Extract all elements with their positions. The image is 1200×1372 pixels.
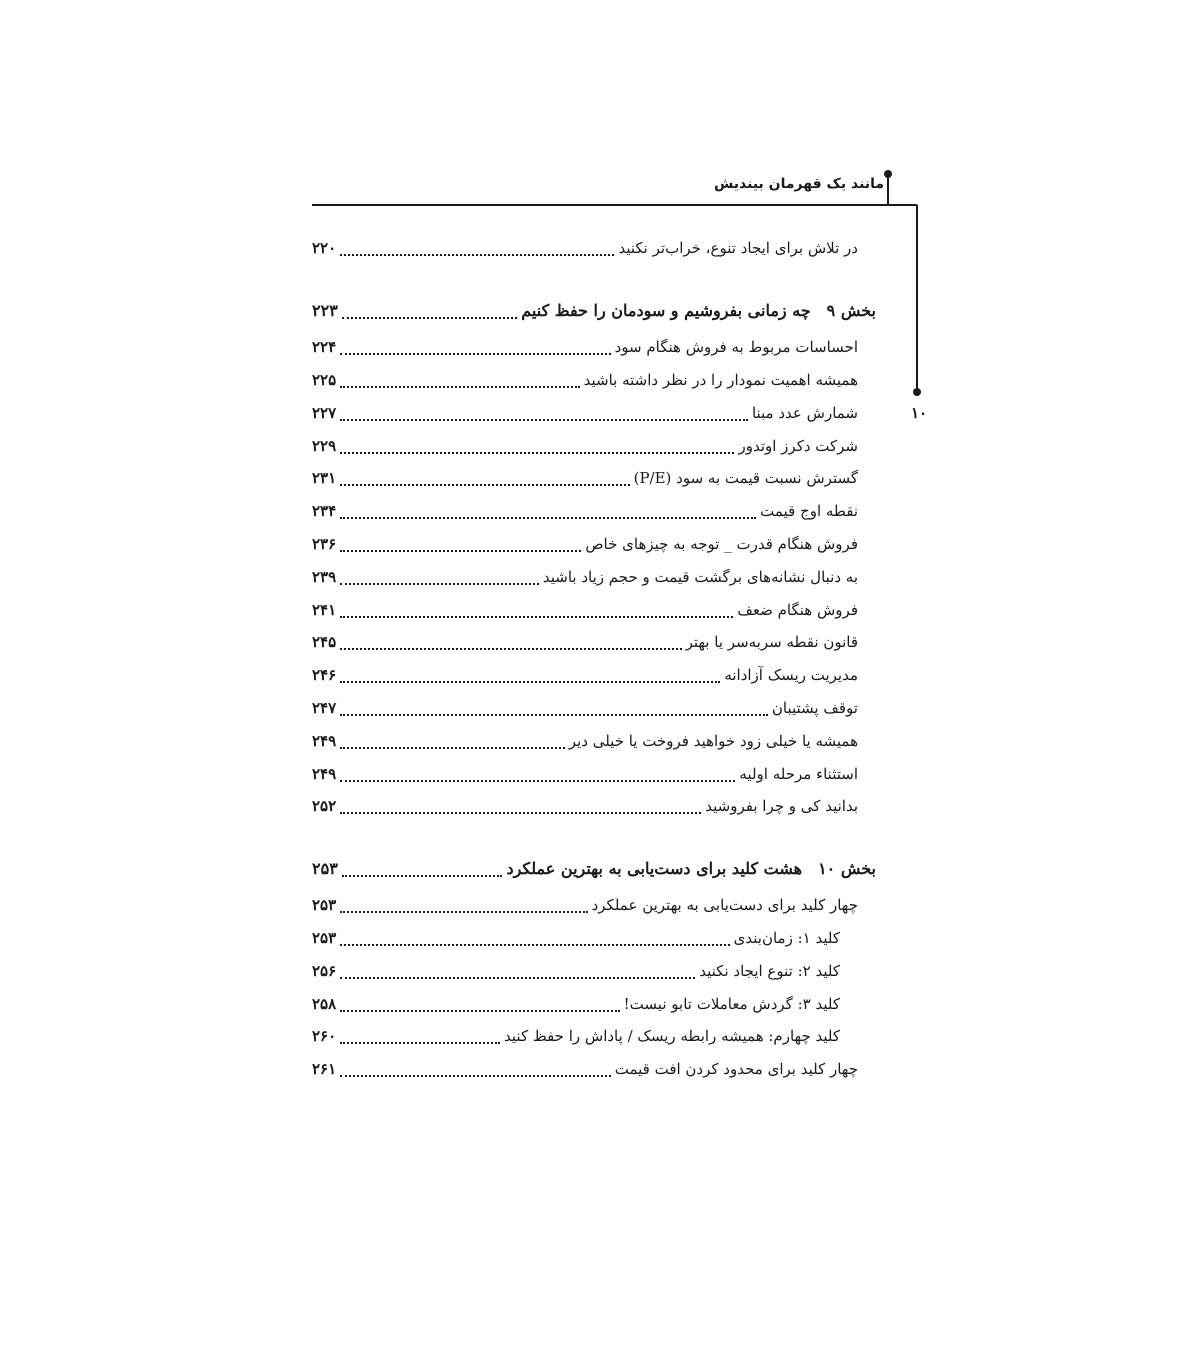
toc-entry-title: کلید ۳: گردش معاملات تابو نیست!: [623, 994, 840, 1013]
dot-leader: [340, 470, 629, 486]
toc-entry-page: ۲۲۵: [312, 370, 337, 389]
toc-entry-page: ۲۲۴: [312, 338, 337, 357]
toc-entry-title: مدیریت ریسک آزادانه: [724, 666, 858, 685]
dot-leader: [340, 602, 733, 618]
toc-entry-title: استثناء مرحله اولیه: [739, 764, 858, 783]
toc-entry-title: فروش هنگام قدرت _ توجه به چیزهای خاص: [585, 534, 858, 553]
toc-entry: [312, 429, 858, 462]
toc-entry-title: همیشه اهمیت نمودار را در نظر داشته باشید: [583, 370, 858, 389]
dot-leader: [342, 303, 517, 319]
toc-entry: [312, 396, 858, 429]
toc-entry-title: شمارش عدد مبنا: [751, 403, 858, 422]
dot-leader: [340, 1028, 500, 1044]
toc-entry-page: ۲۶۰: [312, 1027, 337, 1046]
toc-entry-page: ۲۳۶: [312, 534, 337, 553]
chapter-page: ۲۲۳: [312, 301, 338, 321]
toc-entry: [312, 528, 858, 561]
running-title: مانند یک قهرمان بیندیش: [713, 176, 884, 192]
toc-entry-page: ۲۵۳: [312, 896, 337, 915]
toc-entry-title: قانون نقطه سربه‌سر یا بهتر: [685, 633, 858, 652]
dot-leader: [340, 930, 729, 946]
page-number: ۱۰: [910, 404, 928, 422]
toc-entry-title: توقف پشتیبان: [771, 698, 858, 717]
toc-entry: [312, 495, 858, 528]
dot-leader: [340, 240, 614, 256]
toc-entry-page: ۲۵۲: [312, 797, 337, 816]
toc-subentry: [312, 954, 858, 987]
dot-leader: [340, 996, 619, 1012]
table-of-contents: [312, 232, 876, 1086]
toc-entry: [312, 692, 858, 725]
dot-leader: [340, 733, 565, 749]
toc-subentry: [312, 987, 858, 1020]
toc-entry-title: گسترش نسبت قیمت به سود (P/E): [633, 469, 858, 488]
header-vertical-rule: [887, 174, 889, 204]
dot-leader: [340, 405, 748, 421]
toc-entry-title: کلید ۲: تنوع ایجاد نکنید: [699, 961, 840, 980]
toc-entry-title: نقطه اوج قیمت: [760, 502, 858, 521]
dot-leader: [340, 438, 734, 454]
toc-entry-page: ۲۴۹: [312, 764, 337, 783]
dot-leader: [340, 634, 681, 650]
toc-entry-page: ۲۴۷: [312, 698, 337, 717]
toc-entry-title: به دنبال نشانه‌های برگشت قیمت و حجم زیاد باشید: [542, 567, 858, 586]
toc-entry: [312, 790, 858, 823]
dot-leader: [340, 536, 581, 552]
toc-entry-title: شرکت دکرز اوتدور: [738, 436, 858, 455]
dot-leader: [340, 1061, 611, 1077]
dot-leader: [340, 766, 735, 782]
toc-entry: [312, 626, 858, 659]
chapter-number: بخش ۱۰: [818, 859, 876, 879]
dot-leader: [342, 861, 503, 877]
toc-entry: [312, 462, 858, 495]
toc-entry-page: ۲۳۱: [312, 469, 337, 488]
toc-entry: [312, 889, 858, 922]
toc-subentry: [312, 922, 858, 955]
chapter-number: بخش ۹: [826, 301, 876, 321]
toc-entry: [312, 1053, 858, 1086]
dot-leader: [340, 503, 756, 519]
chapter-title: هشت کلید برای دست‌یابی به بهترین عملکرد: [506, 859, 803, 879]
toc-entry-title: فروش هنگام ضعف: [737, 600, 858, 619]
dot-leader: [340, 798, 701, 814]
toc-entry-page: ۲۴۱: [312, 600, 337, 619]
toc-entry-title: کلید چهارم: همیشه رابطه ریسک / پاداش را حفظ کنید: [504, 1027, 840, 1046]
toc-entry-page: ۲۳۹: [312, 567, 337, 586]
chapter-page: ۲۵۳: [312, 859, 338, 879]
toc-entry-page: ۲۲۷: [312, 403, 337, 422]
toc-entry-title: چهار کلید برای دست‌یابی به بهترین عملکرد: [591, 896, 858, 915]
header-horizontal-rule: [312, 204, 908, 206]
chapter-title: چه زمانی بفروشیم و سودمان را حفظ کنیم: [521, 301, 811, 321]
toc-entry: [312, 757, 858, 790]
dot-leader: [340, 700, 768, 716]
dot-leader: [340, 963, 695, 979]
toc-entry: [312, 364, 858, 397]
toc-entry: [312, 593, 858, 626]
toc-entry-page: ۲۳۴: [312, 502, 337, 521]
toc-entry-page: ۲۵۳: [312, 928, 337, 947]
dot-leader: [340, 667, 720, 683]
toc-entry: [312, 331, 858, 364]
toc-entry-title: بدانید کی و چرا بفروشید: [705, 797, 858, 816]
dot-leader: [340, 569, 539, 585]
toc-entry: [312, 560, 858, 593]
toc-entry: [312, 659, 858, 692]
toc-entry-page: ۲۲۰: [312, 239, 337, 258]
toc-entry-title: احساسات مربوط به فروش هنگام سود: [614, 338, 858, 357]
margin-vertical-rule: [916, 206, 918, 390]
toc-entry-page: ۲۴۹: [312, 731, 337, 750]
toc-entry-page: ۲۴۶: [312, 666, 337, 685]
toc-entry-title: در تلاش برای ایجاد تنوع، خراب‌تر نکنید: [618, 239, 858, 258]
toc-entry-page: ۲۵۸: [312, 994, 337, 1013]
dot-leader: [340, 339, 610, 355]
toc-entry-page: ۲۴۵: [312, 633, 337, 652]
toc-entry: [312, 724, 858, 757]
toc-entry-page: ۲۶۱: [312, 1060, 337, 1079]
toc-entry-title: کلید ۱: زمان‌بندی: [733, 928, 840, 947]
toc-entry: [312, 232, 858, 265]
toc-entry-title: همیشه یا خیلی زود خواهید فروخت یا خیلی دیر: [568, 731, 858, 750]
margin-ornament-dot: [913, 388, 921, 396]
dot-leader: [340, 372, 579, 388]
toc-entry-page: ۲۵۶: [312, 961, 337, 980]
toc-entry-page: ۲۲۹: [312, 436, 337, 455]
toc-subentry: [312, 1020, 858, 1053]
dot-leader: [340, 897, 587, 913]
chapter-heading: [312, 291, 876, 331]
chapter-heading: [312, 849, 876, 889]
toc-entry-title: چهار کلید برای محدود کردن افت قیمت: [614, 1060, 858, 1079]
